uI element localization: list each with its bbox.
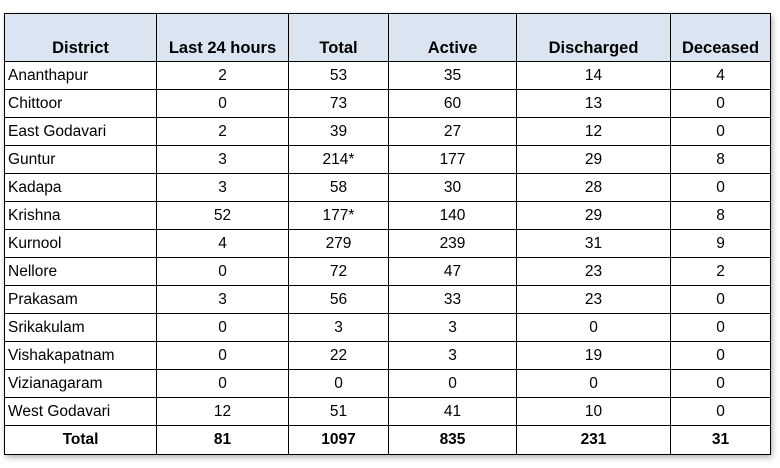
table-row bbox=[5, 146, 771, 174]
table-row bbox=[5, 174, 771, 202]
cell-discharged: 12 bbox=[517, 118, 671, 146]
cell-deceased: 8 bbox=[671, 146, 771, 174]
header-deceased: Deceased bbox=[671, 14, 771, 62]
table-row bbox=[5, 258, 771, 286]
cell-active: 35 bbox=[389, 62, 517, 90]
cell-total: 214* bbox=[289, 146, 389, 174]
table-row bbox=[5, 370, 771, 398]
cell-deceased: 0 bbox=[671, 174, 771, 202]
cell-last-24-hours: 0 bbox=[157, 258, 289, 286]
cell-active: 140 bbox=[389, 202, 517, 230]
header-total: Total bbox=[289, 14, 389, 62]
cell-total: 51 bbox=[289, 398, 389, 426]
cell-total: 39 bbox=[289, 118, 389, 146]
table-row bbox=[5, 118, 771, 146]
cell-total: 73 bbox=[289, 90, 389, 118]
cell-active: 33 bbox=[389, 286, 517, 314]
cell-last-24-hours: 4 bbox=[157, 230, 289, 258]
cell-active: 41 bbox=[389, 398, 517, 426]
cell-district: East Godavari bbox=[5, 118, 157, 146]
table-row bbox=[5, 62, 771, 90]
cell-deceased: 0 bbox=[671, 118, 771, 146]
cell-last-24-hours: 2 bbox=[157, 118, 289, 146]
cell-district: Prakasam bbox=[5, 286, 157, 314]
cell-active: 0 bbox=[389, 370, 517, 398]
cell-total: 53 bbox=[289, 62, 389, 90]
cell-district: Krishna bbox=[5, 202, 157, 230]
total-discharged: 231 bbox=[517, 426, 671, 455]
total-total: 1097 bbox=[289, 426, 389, 455]
cell-district: Srikakulam bbox=[5, 314, 157, 342]
cell-deceased: 0 bbox=[671, 342, 771, 370]
cell-last-24-hours: 3 bbox=[157, 286, 289, 314]
header-active: Active bbox=[389, 14, 517, 62]
cell-last-24-hours: 0 bbox=[157, 370, 289, 398]
cell-deceased: 2 bbox=[671, 258, 771, 286]
cell-deceased: 0 bbox=[671, 314, 771, 342]
district-cases-table bbox=[4, 13, 771, 455]
cell-total: 72 bbox=[289, 258, 389, 286]
cell-total: 279 bbox=[289, 230, 389, 258]
cell-active: 47 bbox=[389, 258, 517, 286]
cell-last-24-hours: 0 bbox=[157, 342, 289, 370]
total-last-24-hours: 81 bbox=[157, 426, 289, 455]
cell-discharged: 13 bbox=[517, 90, 671, 118]
cell-district: Vizianagaram bbox=[5, 370, 157, 398]
cell-deceased: 0 bbox=[671, 370, 771, 398]
table-body bbox=[5, 62, 771, 426]
cell-last-24-hours: 3 bbox=[157, 174, 289, 202]
cell-deceased: 0 bbox=[671, 286, 771, 314]
cell-last-24-hours: 0 bbox=[157, 314, 289, 342]
table-header bbox=[5, 14, 771, 62]
cell-total: 56 bbox=[289, 286, 389, 314]
cell-active: 239 bbox=[389, 230, 517, 258]
cell-district: West Godavari bbox=[5, 398, 157, 426]
cell-total: 3 bbox=[289, 314, 389, 342]
cell-discharged: 10 bbox=[517, 398, 671, 426]
cell-total: 177* bbox=[289, 202, 389, 230]
cell-deceased: 0 bbox=[671, 90, 771, 118]
table-row bbox=[5, 342, 771, 370]
header-row bbox=[5, 14, 771, 62]
cell-discharged: 14 bbox=[517, 62, 671, 90]
cell-deceased: 4 bbox=[671, 62, 771, 90]
cell-active: 177 bbox=[389, 146, 517, 174]
cell-last-24-hours: 2 bbox=[157, 62, 289, 90]
cell-total: 22 bbox=[289, 342, 389, 370]
table-row bbox=[5, 286, 771, 314]
cell-active: 30 bbox=[389, 174, 517, 202]
table-row bbox=[5, 314, 771, 342]
cell-deceased: 0 bbox=[671, 398, 771, 426]
cell-total: 58 bbox=[289, 174, 389, 202]
cell-deceased: 9 bbox=[671, 230, 771, 258]
cell-active: 60 bbox=[389, 90, 517, 118]
cell-district: Kurnool bbox=[5, 230, 157, 258]
table-footer bbox=[5, 426, 771, 455]
cell-active: 3 bbox=[389, 314, 517, 342]
cell-active: 27 bbox=[389, 118, 517, 146]
cell-district: Vishakapatnam bbox=[5, 342, 157, 370]
header-discharged: Discharged bbox=[517, 14, 671, 62]
header-district: District bbox=[5, 14, 157, 62]
table-row bbox=[5, 202, 771, 230]
total-deceased: 31 bbox=[671, 426, 771, 455]
cell-discharged: 28 bbox=[517, 174, 671, 202]
cell-discharged: 19 bbox=[517, 342, 671, 370]
cell-district: Nellore bbox=[5, 258, 157, 286]
cell-discharged: 0 bbox=[517, 370, 671, 398]
cell-discharged: 29 bbox=[517, 202, 671, 230]
cell-total: 0 bbox=[289, 370, 389, 398]
cell-active: 3 bbox=[389, 342, 517, 370]
cell-discharged: 23 bbox=[517, 286, 671, 314]
cell-district: Guntur bbox=[5, 146, 157, 174]
header-last-24-hours: Last 24 hours bbox=[157, 14, 289, 62]
cell-last-24-hours: 0 bbox=[157, 90, 289, 118]
cell-deceased: 8 bbox=[671, 202, 771, 230]
cell-district: Kadapa bbox=[5, 174, 157, 202]
cell-discharged: 0 bbox=[517, 314, 671, 342]
total-label: Total bbox=[5, 426, 157, 455]
table-row bbox=[5, 90, 771, 118]
cell-district: Ananthapur bbox=[5, 62, 157, 90]
cell-last-24-hours: 12 bbox=[157, 398, 289, 426]
cell-last-24-hours: 52 bbox=[157, 202, 289, 230]
cell-discharged: 29 bbox=[517, 146, 671, 174]
cell-discharged: 31 bbox=[517, 230, 671, 258]
table-row bbox=[5, 398, 771, 426]
table-row bbox=[5, 230, 771, 258]
cell-district: Chittoor bbox=[5, 90, 157, 118]
cell-last-24-hours: 3 bbox=[157, 146, 289, 174]
table-container bbox=[4, 13, 770, 454]
total-row bbox=[5, 426, 771, 455]
cell-discharged: 23 bbox=[517, 258, 671, 286]
total-active: 835 bbox=[389, 426, 517, 455]
